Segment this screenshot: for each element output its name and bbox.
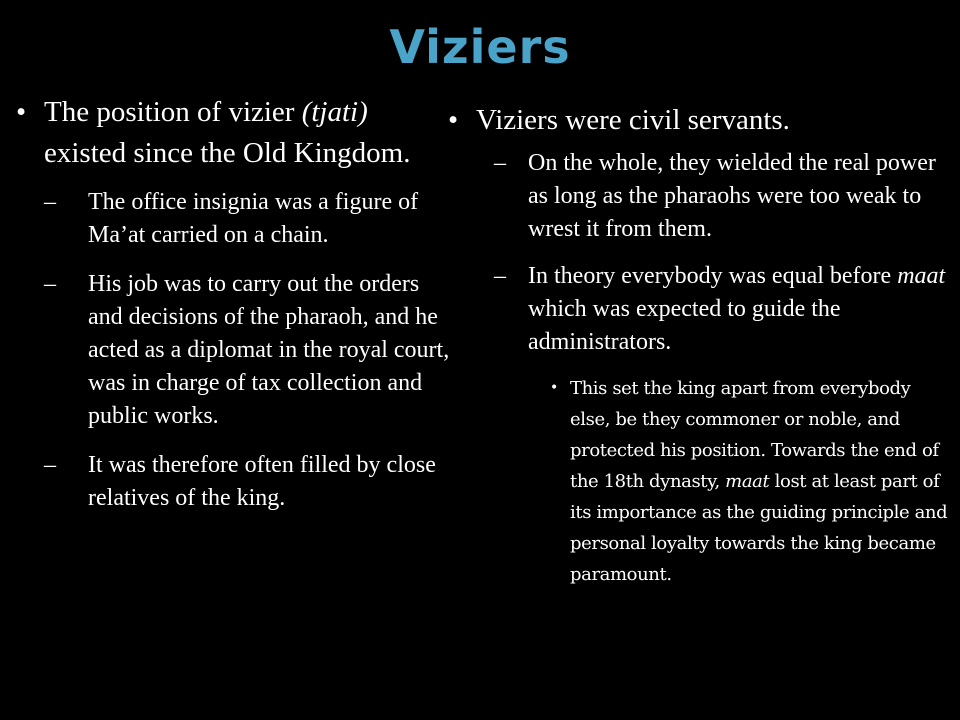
left-column — [14, 92, 454, 531]
right-column — [446, 100, 952, 590]
dash-marker: – — [44, 189, 56, 215]
left-sub-relatives: – It was therefore often filled by close relatives of the king. — [14, 449, 454, 515]
left-sub-insignia: – The office insignia was a figure of Ma’at carried on a chain. — [14, 186, 454, 252]
right-sub-real-power: – On the whole, they wielded the real power as long as the pharaohs were too weak to wrest it from them. — [446, 147, 952, 246]
dash-marker: – — [44, 271, 56, 297]
bullet-marker: • — [16, 96, 27, 128]
slide-title: Viziers — [389, 20, 571, 74]
right-subsub-king-apart: • This set the king apart from everybody else, be they commoner or noble, and protected his position. Towards the end of the 18th dynasty, maat lost at least part of its importance as the guiding principle and personal loyalty towards the king became paramount. — [446, 373, 952, 590]
left-sub-job: – His job was to carry out the orders and decisions of the pharaoh, and he acted as a diplomat in the royal court, was in charge of tax collection and public works. — [14, 268, 454, 433]
right-bullet-civil-servants: • Viziers were civil servants. — [446, 100, 952, 141]
dash-marker: – — [494, 150, 506, 176]
dash-marker: – — [44, 452, 56, 478]
right-sub-maat-theory: – In theory everybody was equal before maat which was expected to guide the administrators. — [446, 260, 952, 359]
left-bullet-vizier-position: • The position of vizier (tjati) existed since the Old Kingdom. — [14, 92, 454, 174]
dash-marker: – — [494, 263, 506, 289]
bullet-marker: • — [448, 104, 459, 136]
bullet-marker: • — [550, 380, 558, 396]
